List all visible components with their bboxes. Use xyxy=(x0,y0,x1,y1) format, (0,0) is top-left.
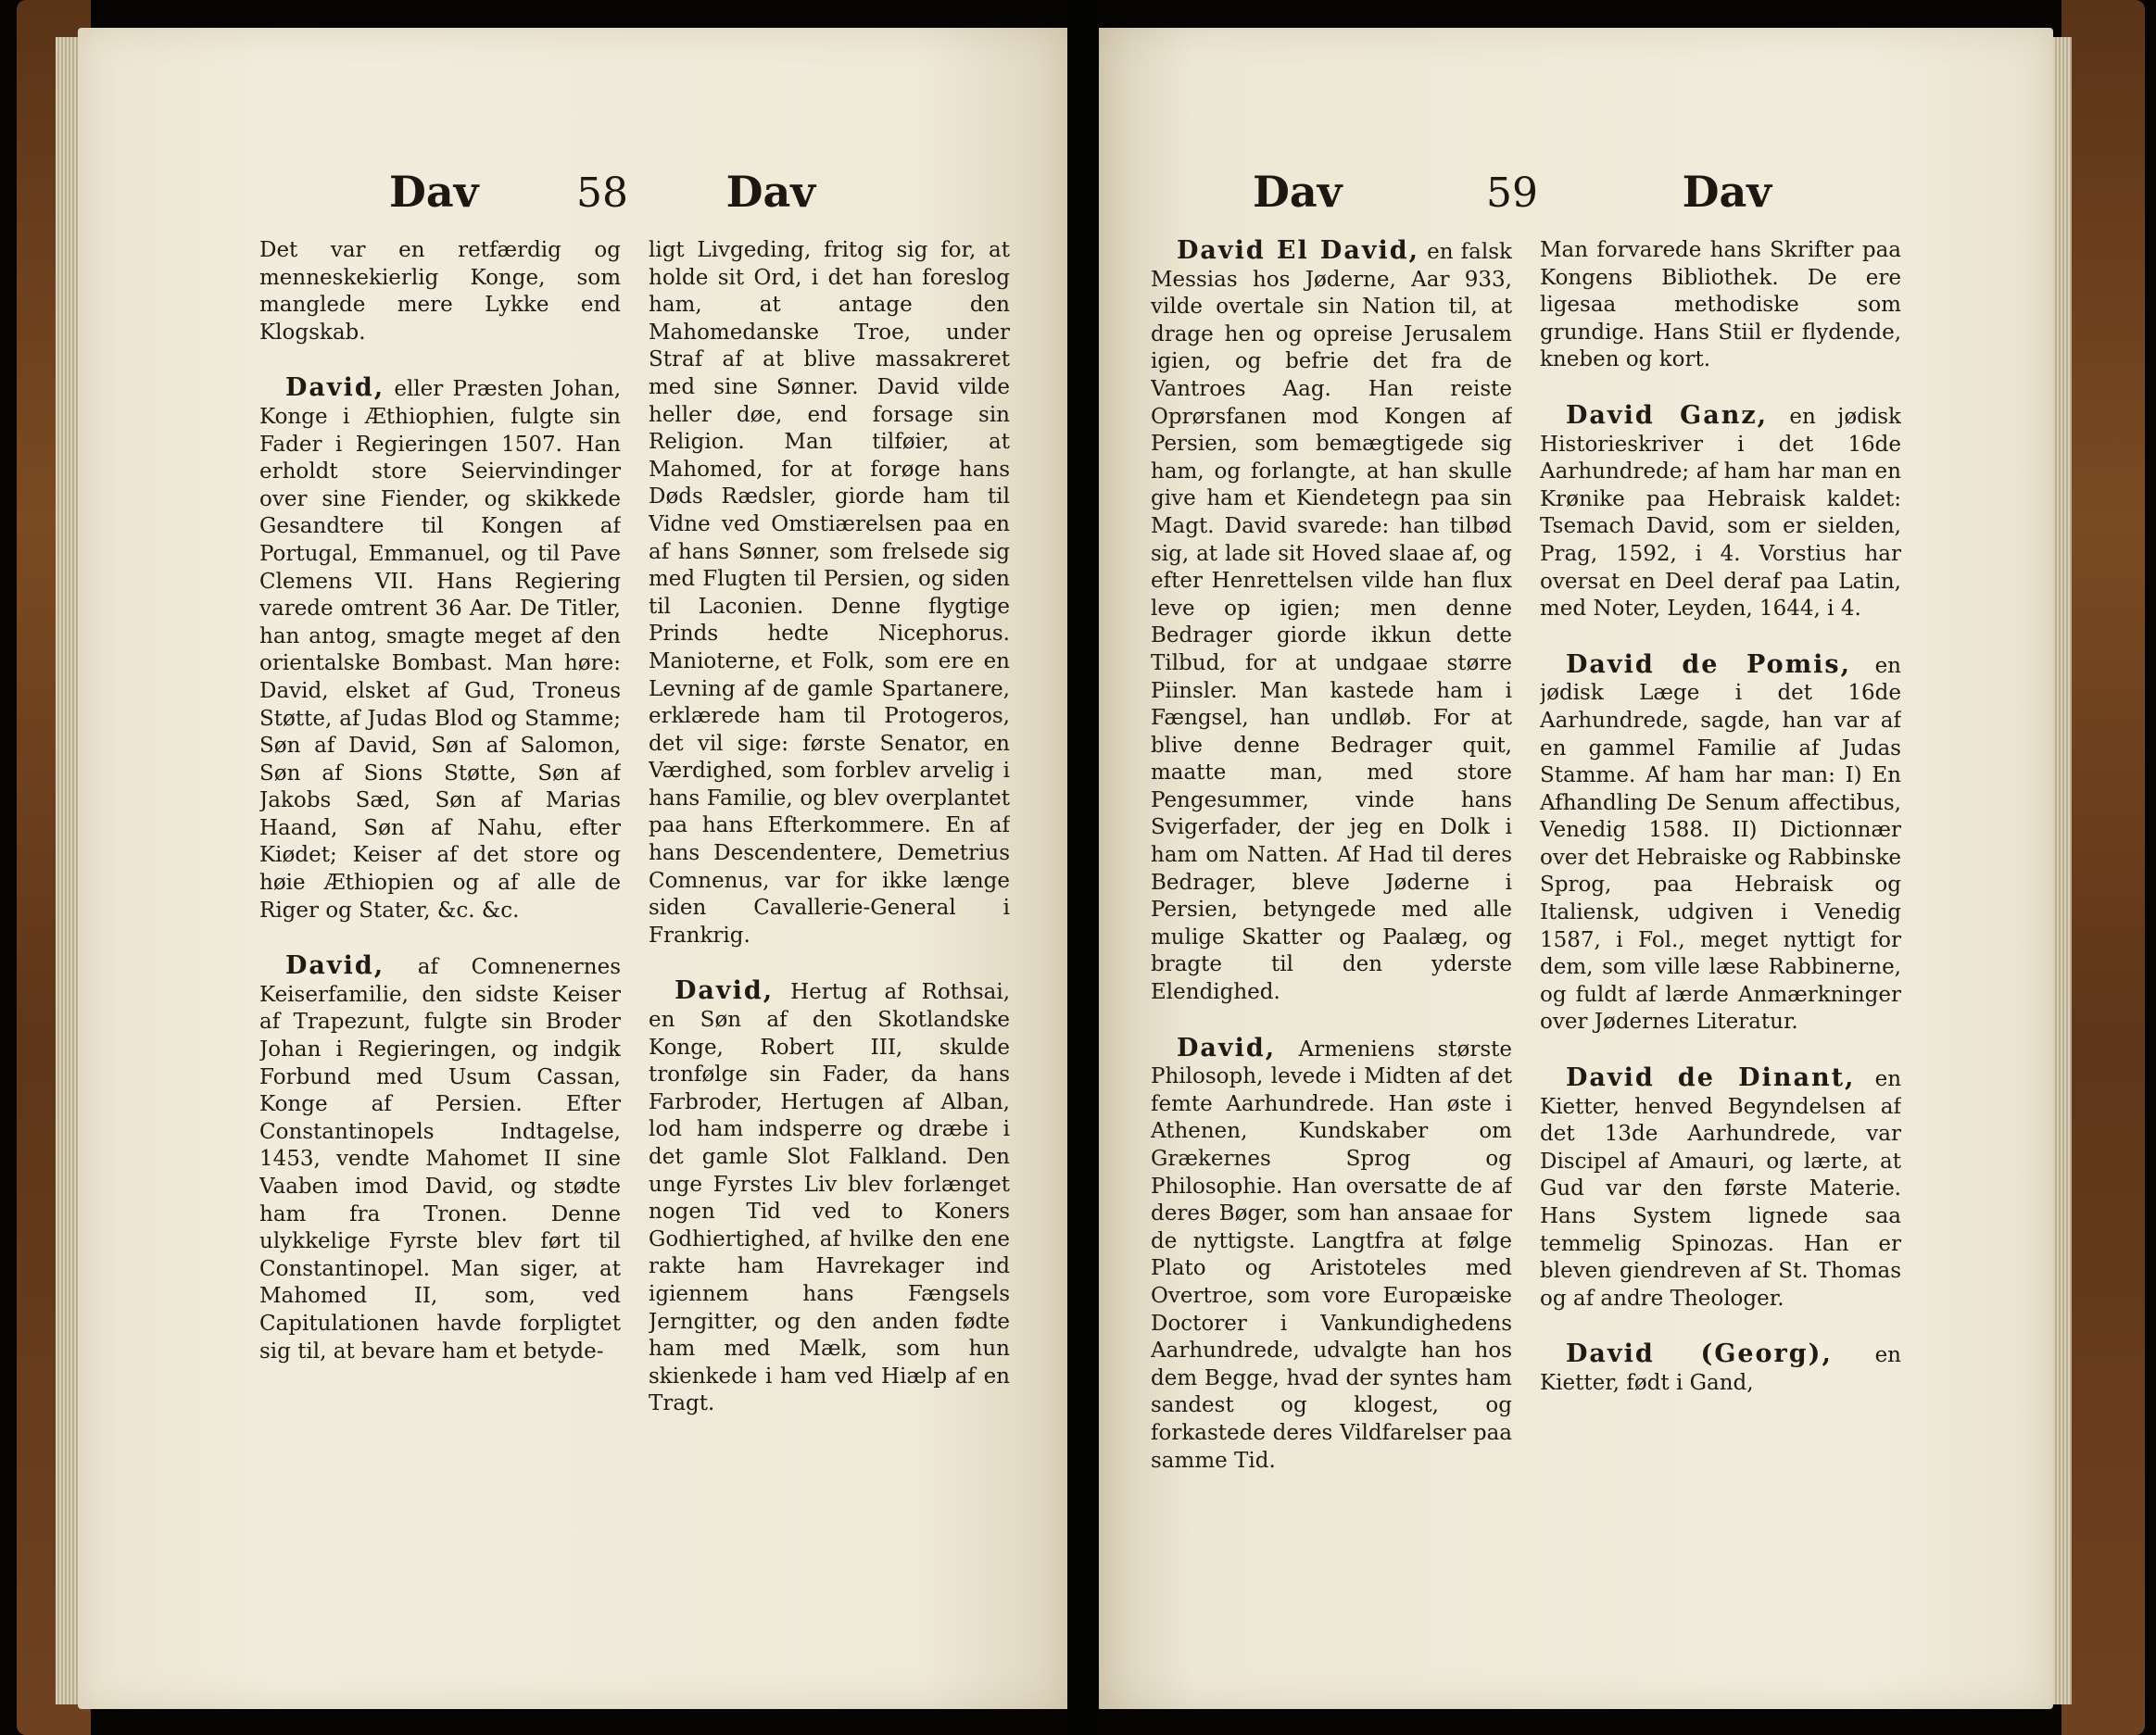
entry-continuation xyxy=(259,237,621,346)
dictionary-entry xyxy=(259,374,621,924)
entry-text: af Comnenernes Keiserfamilie, den sidste Keiser af Trapezunt, fulgte sin Broder Johan i Regieringen, og indgik Forbund med Usum Cassan, Konge af Persien. Efter Constantinopels Indtagelse, 1453, vendte Mahomet II sine Vaaben imod David, og stødte ham fra Tronen. Denne ulykkelige Fyrste blev ført til Constantinopel. Man siger, at Mahomed II, som, ved Capitulationen havde forpligtet sig til, at bevare ham et betyde- xyxy=(259,955,621,1364)
page-59 xyxy=(1099,28,2053,1709)
page-number: 58 xyxy=(576,170,628,217)
entry-text: en Kietter, født i Gand, xyxy=(1540,1343,1901,1395)
left-page-edges xyxy=(56,37,80,1704)
entry-continuation xyxy=(649,237,1010,949)
header-right-word: Dav xyxy=(725,167,815,217)
entry-text: en jødisk Historieskriver i det 16de Aarhundrede; af ham har man en Krønike paa Hebraisk kaldet: Tsemach David, som er sielden, Prag, 1592, i 4. Vorstius har oversat en Deel deraf paa Latin, med Noter, Leyden, 1644, i 4. xyxy=(1540,404,1901,622)
header-left-word: Dav xyxy=(389,167,479,217)
entry-headword: David (Georg), xyxy=(1566,1339,1833,1369)
book-gutter xyxy=(1067,0,1099,1735)
dictionary-entry xyxy=(649,977,1010,1418)
entry-text: Man forvarede hans Skrifter paa Kongens Bibliothek. De ere ligesaa methodiske som grundige. Hans Stiil er flydende, kneben og kort. xyxy=(1540,238,1901,372)
dictionary-entry xyxy=(1151,1035,1512,1476)
entry-headword: David de Dinant, xyxy=(1566,1063,1856,1093)
entry-text: Armeniens største Philosoph, levede i Midten af det femte Aarhundrede. Han øste i Athenen, Kundskaber om Grækernes Sprog og Philosophie. Han oversatte de af deres Bøger, som han ansaae for de nyttigste. Langtfra at følge Plato og Aristoteles med Overtroe, som vore Europæiske Doctorer i Vankundighedens Aarhundrede, udvalgte han hos dem Begge, hvad der syntes ham sandest og klogest, og forkastede deres Vildfarelser paa samme Tid. xyxy=(1151,1037,1512,1473)
entry-headword: David El David, xyxy=(1177,237,1420,265)
entry-text: Det var en retfærdig og menneskekierlig Konge, som manglede mere Lykke end Klogskab. xyxy=(259,238,621,345)
running-header xyxy=(389,167,815,222)
entry-text: en Kietter, henved Begyndelsen af det 13de Aarhundrede, var Discipel af Amauri, og lærte, at Gud var den første Materie. Hans System lignede saa temmelig Spinozas. Han er bleven giendreven af St. Thomas og af andre Theologer. xyxy=(1540,1067,1901,1311)
text-column xyxy=(259,237,621,1664)
dictionary-entry xyxy=(1540,1064,1901,1313)
dictionary-entry xyxy=(1540,1340,1901,1397)
entry-text: Hertug af Rothsai, en Søn af den Skotlandske Konge, Robert III, skulde tronfølge sin Fader, da hans Farbroder, Hertugen af Alban, lod ham indsperre og dræbe i det gamle Slot Falkland. Den unge Fyrstes Liv blev forlænget nogen Tid ved to Koners Godhiertighed, af hvilke den ene rakte ham Havrekager ind igiennem hans Fængsels Jerngitter, og den anden fødte ham med Mælk, som hun skienkede i ham ved Hiælp af en Tragt. xyxy=(649,980,1010,1416)
right-cover-edge xyxy=(2061,0,2145,1735)
entry-text: eller Præsten Johan, Konge i Æthiophien, fulgte sin Fader i Regieringen 1507. Han erholdt store Seiervindinger over sine Fiender, og skikkede Gesandtere til Kongen af Portugal, Emmanuel, og til Pave Clemens VII. Hans Regiering varede omtrent 36 Aar. De Titler, han antog, smagte meget af den orientalske Bombast. Man høre: David, elsket af Gud, Troneus Støtte, af Judas Blod og Stamme; Søn af David, Søn af Salomon, Søn af Sions Støtte, Søn af Jakobs Sæd, Søn af Marias Haand, Søn af Nahu, efter Kiødet; Keiser af det store og høie Æthiopien og af alle de Riger og Stater, &c. &c. xyxy=(259,377,621,923)
text-column xyxy=(1151,237,1512,1682)
running-header xyxy=(1253,167,1771,222)
entry-headword: David, xyxy=(285,373,385,403)
entry-text: ligt Livgeding, fritog sig for, at holde sit Ord, i det han foreslog ham, at antage den Mahomedanske Troe, under Straf af at blive massakreret med sine Sønner. David vilde heller døe, end forsage sin Religion. Man tilføier, at Mahomed, for at forøge hans Døds Rædsler, giorde ham til Vidne ved Omstiærelsen paa en af hans Sønner, som frelsede sig med Flugten til Persien, og siden til Laconien. Denne flygtige Prinds hedte Nicephorus. Manioterne, et Folk, som ere en Levning af de gamle Spartanere, erklærede ham til Protogeros, det vil sige: første Senator, en Værdighed, som forblev arvelig i hans Familie, og blev overplantet paa hans Efterkommere. En af hans Descendentere, Demetrius Comnenus, var for ikke længe siden Cavallerie-General i Frankrig. xyxy=(649,238,1010,948)
header-right-word: Dav xyxy=(1682,167,1771,217)
dictionary-entry xyxy=(1151,237,1512,1007)
dictionary-entry xyxy=(1540,402,1901,623)
text-column xyxy=(649,237,1010,1664)
page-number: 59 xyxy=(1486,170,1538,217)
entry-headword: David de Pomis, xyxy=(1566,649,1852,679)
entry-headword: David, xyxy=(285,951,385,981)
dictionary-entry xyxy=(1540,651,1901,1037)
entry-text: en jødisk Læge i det 16de Aarhundrede, sagde, han var af en gammel Familie af Judas Stamme. Af ham har man: I) En Afhandling De Senum affectibus, Venedig 1588. II) Dictionnær over det Hebraiske og Rabbinske Sprog, paa Hebraisk og Italiensk, udgiven i Venedig 1587, i Fol., meget nyttigt for dem, som ville læse Rabbinerne, og fuldt af lærde Anmærkninger over Jødernes Literatur. xyxy=(1540,653,1901,1035)
entry-headword: David, xyxy=(1177,1033,1277,1062)
entry-continuation xyxy=(1540,237,1901,374)
text-column xyxy=(1540,237,1901,1682)
dictionary-entry xyxy=(259,952,621,1365)
entry-text: en falsk Messias hos Jøderne, Aar 933, vilde overtale sin Nation til, at drage hen og opreise Jerusalem igien, og befrie det fra de Vantroes Aag. Han reiste Oprørsfanen mod Kongen af Persien, som bemægtigede sig ham, og forlangte, at han skulle give ham et Kiendetegn paa sin Magt. David svarede: han tilbød sig, at lade sit Hoved slaae af, og efter Henrettelsen vilde han flux leve op igien; men denne Bedrager giorde ikkun dette Tilbud, for at undgaae større Piinsler. Man kastede ham i Fængsel, han undløb. For at blive denne Bedrager quit, maatte man, med store Pengesummer, vinde hans Svigerfader, der jeg en Dolk i ham om Natten. Af Had til deres Bedrager, bleve Jøderne i Persien, betyngede med alle mulige Skatter og Paalæg, og bragte til den yderste Elendighed. xyxy=(1151,240,1512,1005)
header-left-word: Dav xyxy=(1253,167,1343,217)
entry-headword: David, xyxy=(675,976,775,1006)
entry-headword: David Ganz, xyxy=(1566,400,1769,430)
page-58 xyxy=(78,28,1067,1709)
